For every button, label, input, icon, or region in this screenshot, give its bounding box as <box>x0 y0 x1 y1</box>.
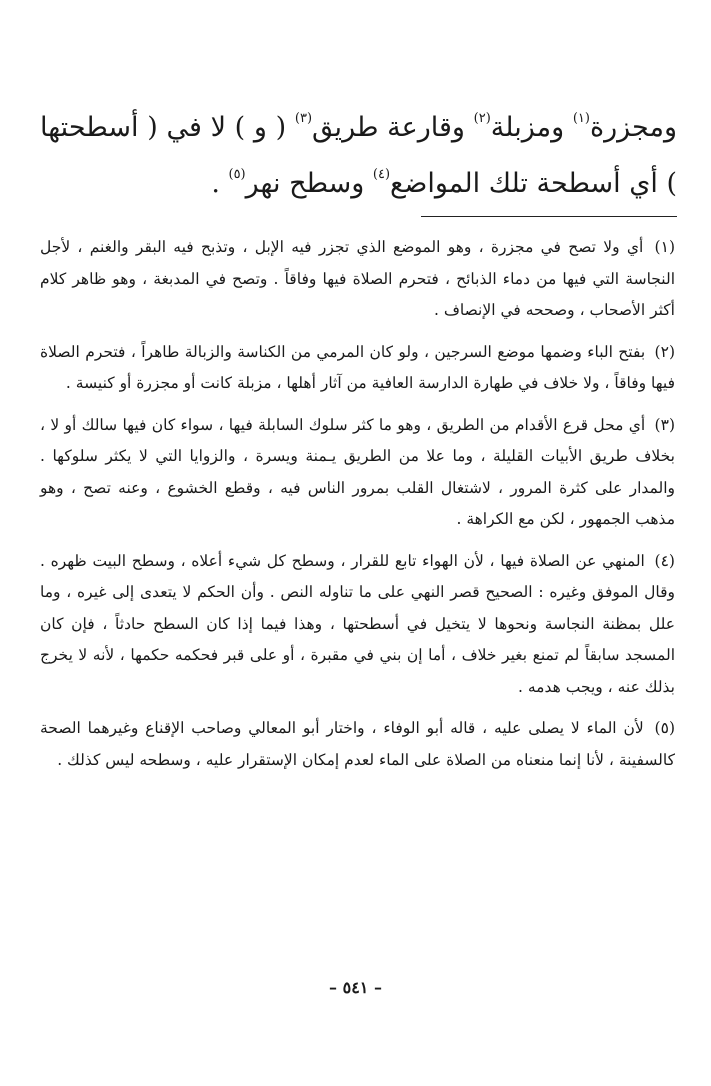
footnote-text: لأن الماء لا يصلى عليه ، قاله أبو الوفاء ، واختار أبو المعالي وصاحب الإقناع وغيرهما الصحة كالسفينة ، لأنا إنما منعناه من الصلاة على الماء لعدم إمكان الإستقرار عليه ، وسطحه ليس كذلك . <box>40 719 675 769</box>
footnote-number: (٥) <box>654 719 675 737</box>
footnote-marker-5: (٥) <box>228 167 246 182</box>
main-text-segment-4: ( و ) لا في ( أسطحتها ) أي أسطحة تلك المواضع <box>40 112 677 199</box>
footnote-1 <box>40 232 675 327</box>
footnote-marker-2: (٢) <box>473 111 491 126</box>
footnote-text: المنهي عن الصلاة فيها ، لأن الهواء تابع للقرار ، وسطح كل شيء أعلاه ، وسطح البيت ظهره . وقال الموفق وغيره : الصحيح قصر النهي على ما تناوله النص . وأن الحكم لا يتعدى إلى غيره ، وما علل بمظنة النجاسة ونحوها لا يتخيل في أسطحتها ، وهذا فيما إذا كان السطح حادثاً ، فإن كان المسجد سابقاً لم تمنع بغير خلاف ، أما إن بني في مقبرة ، أو على قبر فحكمه حكمها ، لأنه لا يخرج بذلك عنه ، ويجب هدمه . <box>40 551 675 696</box>
footnote-text: أي محل قرع الأقدام من الطريق ، وهو ما كثر سلوك السابلة فيها ، سواء كان فيها سالك أو لا ، بخلاف طريق الأبيات القليلة ، وما علا من الطريق يـمنة ويسرة ، والزوايا التي لا يكثر سلوكها . والمدار على كثرة المرور ، لاشتغال القلب بمرور الناس فيه ، وقطع الخشوع ، وعنه تصح ، وهو مذهب الجمهور ، لكن مع الكراهة . <box>40 415 675 528</box>
main-text-segment-6: . <box>211 168 229 199</box>
footnote-marker-1: (١) <box>572 111 590 126</box>
footnote-text: بفتح الباء وضمها موضع السرجين ، ولو كان المرمي من الكناسة والزبالة طاهراً ، فتحرم الصلاة فيها وفاقاً ، ولا خلاف في طهارة الدارسة العافية من آثار أهلها ، مزبلة كانت أو مجزرة أو كنيسة . <box>40 342 675 392</box>
footnote-marker-3: (٣) <box>294 111 313 126</box>
footnote-5 <box>40 713 675 776</box>
page-number: – ٥٤١ – <box>329 978 382 997</box>
footnote-number: (٢) <box>654 342 675 361</box>
footnotes <box>40 232 675 786</box>
footnote-separator <box>421 216 677 217</box>
main-text-segment-1: ومجزرة <box>589 112 677 143</box>
main-text <box>40 100 677 212</box>
footnote-3 <box>40 410 675 536</box>
footnote-marker-4: (٤) <box>372 167 391 182</box>
main-text-segment-2: ومزبلة <box>490 112 573 143</box>
footnote-2 <box>40 337 675 400</box>
footnote-4 <box>40 546 675 704</box>
footnote-text: أي ولا تصح في مجزرة ، وهو الموضع الذي تجزر فيه الإبل ، وتذبح فيه البقر والغنم ، لأجل النجاسة التي فيها من دماء الذبائح ، فتحرم الصلاة فيها وفاقاً . وتصح في المدبغة ، وهو ظاهر كلام أكثر الأصحاب ، وصححه في الإنصاف . <box>40 238 675 319</box>
footnote-number: (٤) <box>654 551 675 570</box>
main-text-segment-5: وسطح نهر <box>245 168 373 199</box>
main-text-segment-3: وقارعة طريق <box>312 112 474 143</box>
footnote-number: (٣) <box>654 415 675 434</box>
footnote-number: (١) <box>654 238 675 256</box>
